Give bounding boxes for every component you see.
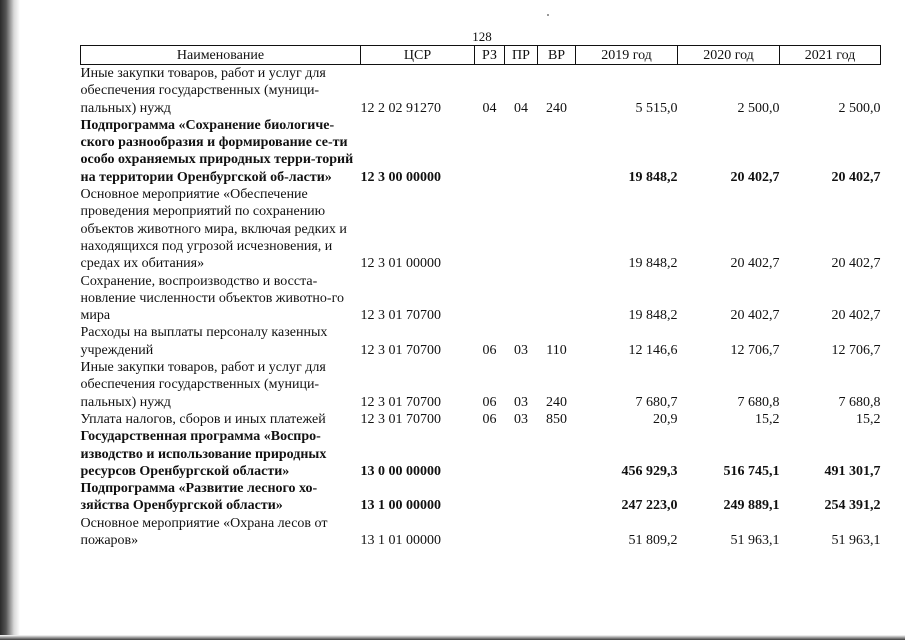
row-2019: 19 848,2 [628, 308, 678, 324]
row-csr: 13 1 00 00000 [360, 498, 441, 514]
row-pr: 04 [514, 100, 528, 116]
row-2021: 12 706,7 [831, 342, 881, 358]
table-row [81, 273, 881, 325]
row-2019: 5 515,0 [635, 100, 678, 116]
row-name: Основное мероприятие «Обеспечение проведения мероприятий по сохранению объектов животного мира, включая редких и находящихся под угрозой исчезновения, и средах их обитания» [80, 187, 347, 272]
row-2019: 51 809,2 [628, 533, 678, 549]
page-number: 128 [472, 29, 492, 44]
row-vr: 850 [546, 411, 567, 427]
row-2020: 15,2 [755, 411, 780, 427]
table-row [81, 359, 881, 411]
row-pr [505, 428, 538, 480]
row-pr: 03 [514, 411, 528, 427]
row-vr [538, 273, 576, 325]
header-row [81, 46, 881, 65]
row-2019: 19 848,2 [628, 169, 678, 185]
row-name: Сохранение, воспроизводство и восста-новление численности объектов животно-го мира [80, 273, 344, 324]
row-rz [475, 515, 505, 550]
row-2021: 254 391,2 [824, 498, 881, 514]
row-csr: 12 3 01 70700 [360, 394, 441, 410]
row-name: Иные закупки товаров, работ и услуг для обеспечения государственных (муници-пальных) нужд [80, 66, 326, 116]
header-2020: 2020 год [678, 46, 780, 65]
table-row [81, 117, 881, 186]
row-2021: 2 500,0 [838, 100, 881, 116]
row-2021: 20 402,7 [831, 308, 881, 324]
budget-table [80, 45, 881, 549]
row-rz [475, 273, 505, 325]
table-row [81, 324, 881, 359]
row-pr [505, 480, 538, 515]
header-rz: РЗ [475, 46, 505, 65]
table-row [81, 428, 881, 480]
row-name: Расходы на выплаты персоналу казенных учреждений [80, 325, 328, 358]
row-name: Подпрограмма «Развитие лесного хо-зяйства Оренбургской области» [80, 481, 318, 514]
row-name: Государственная программа «Воспро-изводство и использование природных ресурсов Оренбургской области» [80, 429, 327, 479]
row-rz [475, 428, 505, 480]
row-vr [538, 515, 576, 550]
row-2020: 12 706,7 [730, 342, 780, 358]
scan-left-edge [0, 0, 20, 640]
row-rz: 06 [482, 411, 497, 427]
row-csr: 12 3 01 70700 [360, 411, 441, 427]
row-2019: 7 680,7 [635, 394, 678, 410]
row-2020: 51 963,1 [730, 533, 780, 549]
row-rz [475, 186, 505, 272]
row-2019: 20,9 [653, 411, 678, 427]
row-2019: 456 929,3 [621, 463, 678, 479]
row-vr: 110 [546, 342, 567, 358]
row-vr [538, 480, 576, 515]
row-2021: 491 301,7 [824, 463, 881, 479]
header-csr: ЦСР [361, 46, 475, 65]
row-2019: 12 146,6 [628, 342, 678, 358]
row-2019: 247 223,0 [621, 498, 678, 514]
row-csr: 12 2 02 91270 [360, 100, 441, 116]
row-2021: 20 402,7 [831, 169, 881, 185]
row-2021: 51 963,1 [831, 533, 881, 549]
row-name: Подпрограмма «Сохранение биологиче-ского разнообразия и формирование се-ти особо охраняемых природных терри-торий на территории Оренбургской об-ласти» [80, 117, 354, 185]
row-2020: 20 402,7 [730, 308, 780, 324]
row-vr [538, 117, 576, 186]
row-2020: 7 680,8 [737, 394, 780, 410]
row-pr: 03 [514, 342, 528, 358]
row-csr: 13 0 00 00000 [360, 463, 441, 479]
scan-speck [547, 14, 549, 16]
row-csr: 12 3 01 70700 [360, 308, 441, 324]
row-name: Уплата налогов, сборов и иных платежей [80, 411, 326, 427]
row-2021: 20 402,7 [831, 256, 881, 272]
table-row [81, 515, 881, 550]
row-vr [538, 428, 576, 480]
row-vr: 240 [546, 100, 567, 116]
row-2021: 7 680,8 [838, 394, 881, 410]
row-2020: 20 402,7 [730, 256, 780, 272]
row-pr [505, 186, 538, 272]
row-pr [505, 117, 538, 186]
row-vr [538, 186, 576, 272]
row-rz: 04 [482, 100, 497, 116]
row-name: Иные закупки товаров, работ и услуг для обеспечения государственных (муници-пальных) нужд [80, 360, 326, 410]
row-csr: 13 1 01 00000 [360, 533, 441, 549]
row-rz [475, 117, 505, 186]
row-csr: 12 3 01 70700 [360, 342, 441, 358]
row-2019: 19 848,2 [628, 256, 678, 272]
header-vr: ВР [538, 46, 576, 65]
header-2019: 2019 год [576, 46, 678, 65]
row-2021: 15,2 [856, 411, 881, 427]
table-row [81, 65, 881, 117]
row-csr: 12 3 01 00000 [360, 256, 441, 272]
table-row [81, 480, 881, 515]
header-name: Наименование [81, 46, 361, 65]
table-row [81, 186, 881, 272]
row-2020: 249 889,1 [723, 498, 780, 514]
row-rz: 06 [482, 342, 497, 358]
row-rz [475, 480, 505, 515]
row-pr: 03 [514, 394, 528, 410]
row-pr [505, 515, 538, 550]
header-pr: ПР [505, 46, 538, 65]
table-row [81, 411, 881, 428]
row-2020: 2 500,0 [737, 100, 780, 116]
row-name: Основное мероприятие «Охрана лесов от пожаров» [80, 515, 328, 549]
row-pr [505, 273, 538, 325]
row-csr: 12 3 00 00000 [360, 169, 441, 185]
row-vr: 240 [546, 394, 567, 410]
header-2021: 2021 год [780, 46, 881, 65]
row-2020: 516 745,1 [723, 463, 780, 479]
row-2020: 20 402,7 [730, 169, 780, 185]
row-rz: 06 [482, 394, 497, 410]
scan-bottom-edge [0, 635, 905, 640]
